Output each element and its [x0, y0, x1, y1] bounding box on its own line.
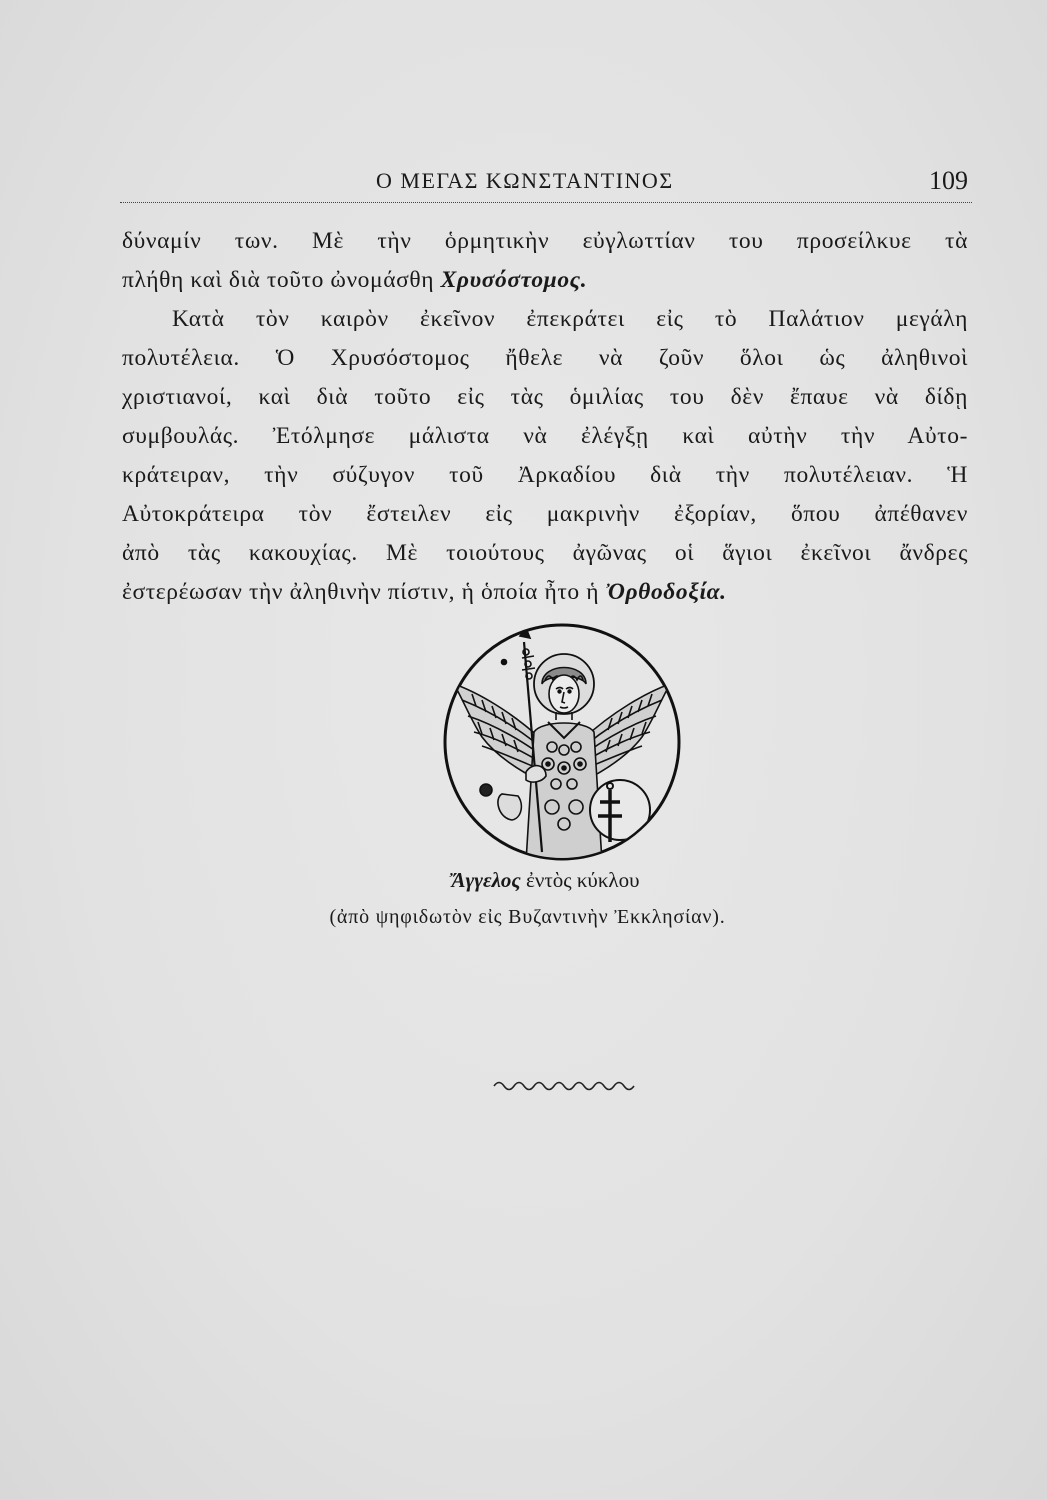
page-number: 109: [929, 166, 968, 195]
text-line-content: Κατὰ τὸν καιρὸν ἐκεῖνον ἐπεκράτει εἰς τὸ Παλάτιον μεγάλη: [172, 306, 968, 332]
text-line-content: χριστιανοί, καὶ διὰ τοῦτο εἰς τὰς ὁμιλίας του δὲν ἔπαυε νὰ δίδῃ: [122, 384, 968, 410]
text-line-content: δύναμίν των. Μὲ τὴν ὁρμητικὴν εὐγλωττίαν του προσείλκυε τὰ: [122, 228, 968, 254]
text-line-content: συμβουλάς. Ἐτόλμησε μάλιστα νὰ ἐλέγξῃ καὶ αὐτὴν τὴν Αὐτο-: [122, 423, 968, 449]
text-line-content: κράτειραν, τὴν σύζυγον τοῦ Ἀρκαδίου διὰ τὴν πολυτέλειαν. Ἡ: [122, 462, 968, 488]
text-line-content: Αὐτοκράτειρα τὸν ἔστειλεν εἰς μακρινὴν ἐξορίαν, ὅπου ἀπέθανεν: [122, 501, 968, 527]
angel-medallion-illustration: [442, 622, 682, 862]
wavy-divider-ornament: [492, 1078, 638, 1094]
orb-cross-icon: [590, 780, 650, 842]
text-line: [122, 456, 968, 495]
text-line: [122, 417, 968, 456]
text-line: [122, 573, 968, 612]
caption-rest: ἐντὸς κύκλου: [520, 868, 640, 892]
text-line: [122, 534, 968, 573]
running-head: [120, 168, 972, 203]
text-line: [122, 261, 968, 300]
figure-caption: [0, 868, 1047, 893]
text-line: [122, 222, 968, 261]
running-title: Ο ΜΕΓΑΣ ΚΩΝΣΤΑΝΤΙΝΟΣ: [376, 168, 674, 193]
text-line-content: ἐστερέωσαν τὴν ἀληθινὴν πίστιν, ἡ ὁποία ἦτο ἡ: [122, 579, 606, 605]
text-line: [122, 339, 968, 378]
text-line: [122, 378, 968, 417]
text-line: [122, 495, 968, 534]
emphasis-chrysostomos: Χρυσόστομος.: [440, 267, 588, 293]
text-line: [122, 300, 968, 339]
caption-emphasis: Ἄγγελος: [451, 868, 521, 892]
emphasis-orthodoxia: Ὀρθοδοξία.: [605, 579, 727, 605]
text-line-content: ἀπὸ τὰς κακουχίας. Μὲ τοιούτους ἀγῶνας οἱ ἅγιοι ἐκεῖνοι ἄνδρες: [122, 540, 968, 566]
text-line-content: πολυτέλεια. Ὁ Χρυσόστομος ἤθελε νὰ ζοῦν ὅλοι ὡς ἀληθινοὶ: [122, 345, 968, 371]
figure-caption-source: (ἀπὸ ψηφιδωτὸν εἰς Βυζαντινὴν Ἐκκλησίαν).: [329, 906, 726, 928]
text-line-content: πλήθη καὶ διὰ τοῦτο ὠνομάσθη: [122, 267, 441, 293]
body-text: [122, 222, 968, 612]
